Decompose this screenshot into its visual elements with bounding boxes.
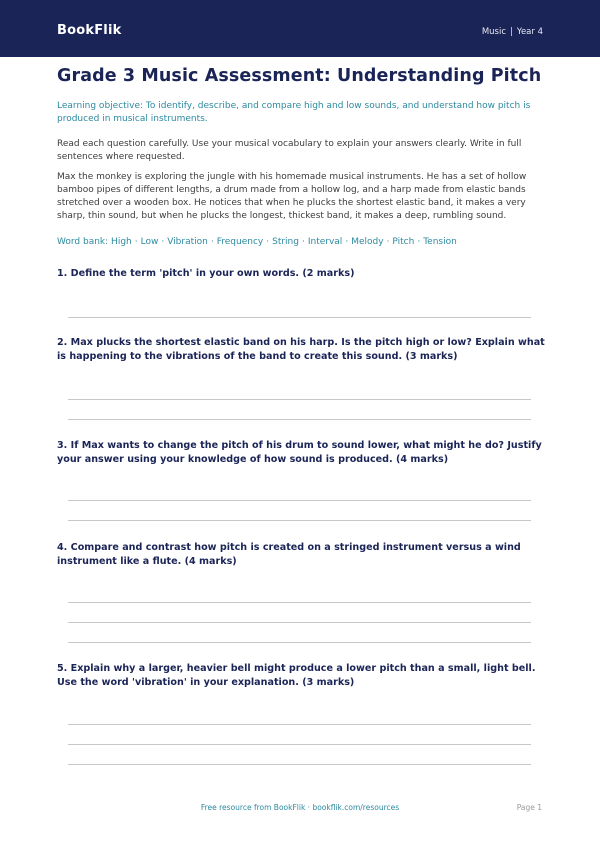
word-bank-item: High <box>111 237 132 247</box>
answer-line-q5-3[interactable] <box>68 764 531 765</box>
answer-line-q2-1[interactable] <box>68 399 531 400</box>
subject-tag: Music <box>481 27 507 37</box>
question-4: 4. Compare and contrast how pitch is created on a stringed instrument versus a wind instrument like a flute. (4 marks) <box>57 542 521 567</box>
question-3: 3. If Max wants to change the pitch of his drum to sound lower, what might he do? Justify your answer using your knowledge of how sound is produced. (4 marks) <box>57 440 542 465</box>
answer-line-q5-1[interactable] <box>68 724 531 725</box>
tag-separator: | <box>510 27 513 37</box>
word-bank-item: Pitch <box>392 237 415 247</box>
header-tags <box>482 27 543 37</box>
page-number: Page 1 <box>516 803 542 812</box>
page-title: Grade 3 Music Assessment: Understanding Pitch <box>57 66 542 86</box>
word-separator: · <box>134 237 138 247</box>
word-separator: · <box>161 237 165 247</box>
footer-text[interactable]: Free resource from BookFlik · bookflik.com/resources <box>200 803 400 812</box>
word-bank-item: String <box>272 237 299 247</box>
word-bank-item: Low <box>140 237 159 247</box>
answer-line-q4-2[interactable] <box>68 622 531 623</box>
word-bank-item: Vibration <box>167 237 208 247</box>
word-separator: · <box>345 237 349 247</box>
question-1: 1. Define the term 'pitch' in your own words. (2 marks) <box>57 268 355 279</box>
question-2: 2. Max plucks the shortest elastic band on his harp. Is the pitch high or low? Explain what is happening to the vibrations of the band to create this sound. (3 marks) <box>57 337 545 362</box>
story-text: Max the monkey is exploring the jungle with his homemade musical instruments. He has a set of hollow bamboo pipes of different lengths, a drum made from a hollow log, and a harp made from elastic bands stretched over a wooden box. He notices that when he plucks the shortest elastic band, it makes a very sharp, thin sound, but when he plucks the longest, thickest band, it makes a deep, rumbling sound. <box>57 172 527 221</box>
header-bar <box>0 0 600 57</box>
learning-objective: Learning objective: To identify, describe, and compare high and low sounds, and understand how pitch is produced in musical instruments. <box>57 101 531 124</box>
year-tag: Year 4 <box>516 27 543 37</box>
answer-line-q5-2[interactable] <box>68 744 531 745</box>
word-separator: · <box>210 237 214 247</box>
word-separator: · <box>386 237 390 247</box>
answer-line-q2-2[interactable] <box>68 419 531 420</box>
word-bank-item: Tension <box>423 237 457 247</box>
word-bank-item: Interval <box>307 237 343 247</box>
answer-line-q4-3[interactable] <box>68 642 531 643</box>
word-separator: · <box>301 237 305 247</box>
answer-line-q1-1[interactable] <box>68 317 531 318</box>
word-bank-words <box>111 237 457 247</box>
answer-line-q4-1[interactable] <box>68 602 531 603</box>
word-bank-label: Word bank: <box>57 237 109 247</box>
instructions-text: Read each question carefully. Use your musical vocabulary to explain your answers clearly. Write in full sentences where requested. <box>57 139 522 162</box>
word-bank-item: Frequency <box>216 237 264 247</box>
word-separator: · <box>266 237 270 247</box>
answer-line-q3-2[interactable] <box>68 520 531 521</box>
word-bank <box>57 237 457 247</box>
word-bank-item: Melody <box>351 237 384 247</box>
question-5: 5. Explain why a larger, heavier bell might produce a lower pitch than a small, light bell. Use the word 'vibration' in your explanation. (3 marks) <box>57 663 536 688</box>
answer-line-q3-1[interactable] <box>68 500 531 501</box>
word-separator: · <box>417 237 421 247</box>
brand-logo[interactable]: BookFlik <box>57 23 122 38</box>
